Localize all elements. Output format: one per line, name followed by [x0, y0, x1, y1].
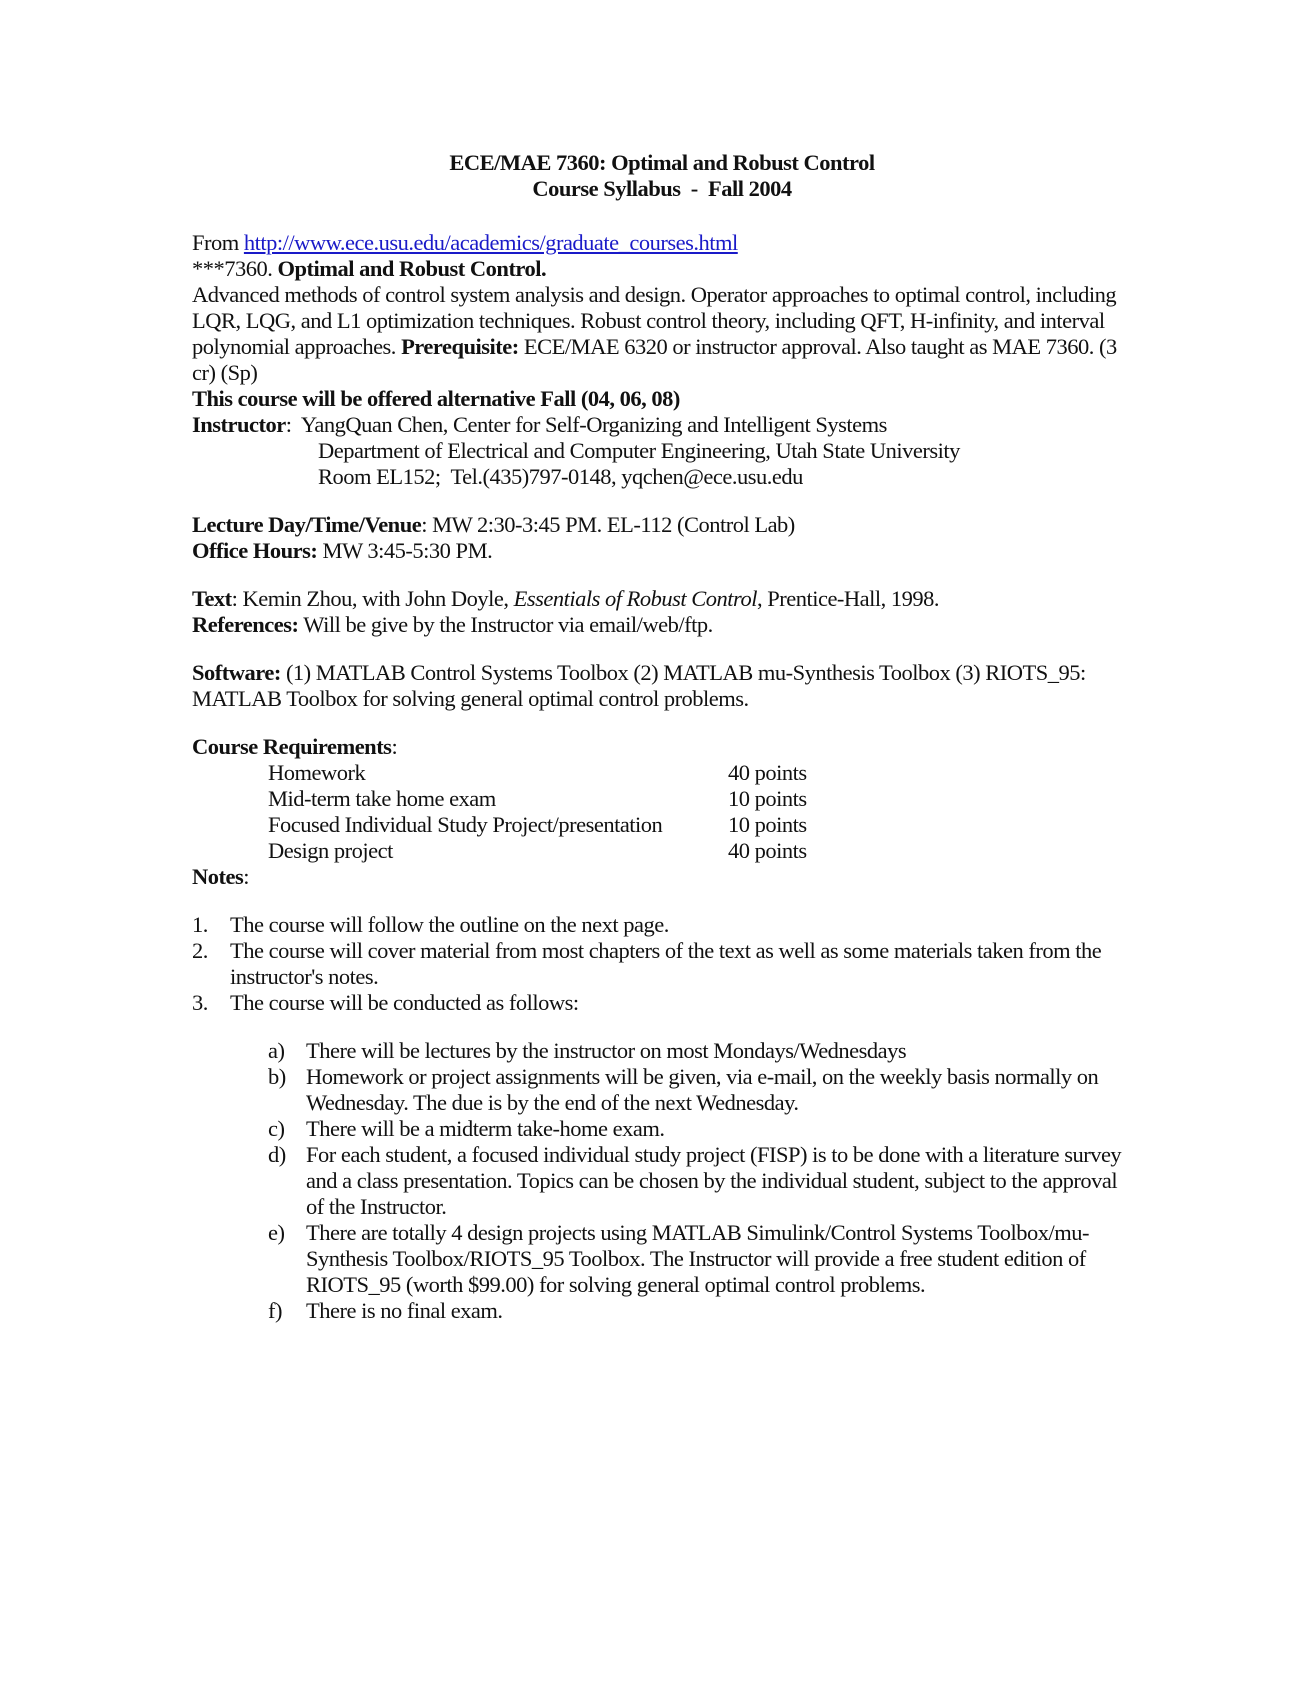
sub-item-text: There is no final exam. — [306, 1298, 503, 1323]
office-hours-text: MW 3:45-5:30 PM. — [322, 538, 493, 563]
notes-heading: Notes: — [192, 864, 249, 889]
list-item — [192, 1116, 1132, 1142]
instructor-line-1: YangQuan Chen, Center for Self-Organizing and Intelligent Systems — [300, 412, 887, 437]
note-text: The course will be conducted as follows: — [230, 990, 579, 1015]
instructor-line: Instructor: YangQuan Chen, Center for Self-Organizing and Intelligent Systems — [192, 412, 887, 437]
lecture-line — [192, 512, 1132, 538]
requirements-heading: Course Requirements: — [192, 734, 398, 759]
description-text: Advanced methods of control system analysis and design. Operator approaches to optimal control, including LQR, LQG, and L1 optimization techniques. Robust control theory, including QFT, H-infinity, and interval polynomial approaches. — [192, 282, 1117, 359]
list-item — [192, 938, 1132, 990]
note-number: 1. — [192, 912, 208, 937]
from-label: From — [192, 230, 239, 255]
references-label: References: — [192, 612, 299, 637]
references-text: Will be give by the Instructor via email/web/ftp. — [303, 612, 713, 637]
sub-item-text: For each student, a focused individual study project (FISP) is to be done with a literature survey and a class presentation. Topics can be chosen by the individual student, subject to the approval of the Instructor. — [306, 1142, 1122, 1219]
conduct-list — [192, 1038, 1132, 1324]
requirement-name: Homework — [268, 760, 366, 785]
table-row — [268, 786, 807, 812]
list-item — [192, 912, 1132, 938]
list-item — [192, 1142, 1132, 1220]
software-text: (1) MATLAB Control Systems Toolbox (2) MATLAB mu-Synthesis Toolbox (3) RIOTS_95: MATLAB Toolbox for solving general optimal control problems. — [192, 660, 1086, 711]
instructor-line-2: Department of Electrical and Computer Engineering, Utah State University — [318, 438, 960, 463]
list-item — [192, 1298, 1132, 1324]
sub-item-letter: b) — [268, 1064, 286, 1089]
instructor-line-3: Room EL152; Tel.(435)797-0148, yqchen@ece.usu.edu — [318, 464, 803, 489]
requirement-name: Focused Individual Study Project/presentation — [268, 812, 663, 837]
page-subtitle: Course Syllabus - Fall 2004 — [532, 176, 792, 201]
text-post: , Prentice-Hall, 1998. — [756, 586, 940, 611]
requirement-name: Mid-term take home exam — [268, 786, 496, 811]
catalog-link[interactable]: http://www.ece.usu.edu/academics/graduate_courses.html — [243, 230, 738, 255]
list-item — [192, 1064, 1132, 1116]
sub-item-letter: e) — [268, 1220, 285, 1245]
requirements-table — [268, 760, 807, 864]
references-line — [192, 612, 1132, 638]
sub-item-text: There will be lectures by the instructor on most Mondays/Wednesdays — [306, 1038, 907, 1063]
list-item — [192, 990, 1132, 1016]
text-book-title: Essentials of Robust Control — [513, 586, 757, 611]
office-hours-line — [192, 538, 1132, 564]
note-text: The course will cover material from most chapters of the text as well as some materials taken from the instructor's notes. — [230, 938, 1102, 989]
note-text: The course will follow the outline on the next page. — [230, 912, 669, 937]
requirement-points: 40 points — [728, 838, 807, 863]
requirement-name: Design project — [268, 838, 393, 863]
requirements-label: Course Requirements — [192, 734, 392, 759]
table-row — [268, 812, 807, 838]
office-hours-label: Office Hours: — [192, 538, 318, 563]
list-item — [192, 1038, 1132, 1064]
sub-item-text: Homework or project assignments will be given, via e-mail, on the weekly basis normally on Wednesday. The due is by the end of the next Wednesday. — [306, 1064, 1099, 1115]
notes-list — [192, 912, 1132, 1016]
catalog-description — [192, 282, 1132, 386]
instructor-label: Instructor — [192, 412, 286, 437]
sub-item-text: There will be a midterm take-home exam. — [306, 1116, 665, 1141]
requirement-points: 10 points — [728, 786, 807, 811]
table-row — [268, 838, 807, 864]
requirement-points: 40 points — [728, 760, 807, 785]
course-name: Optimal and Robust Control. — [277, 256, 547, 281]
sub-item-letter: f) — [268, 1298, 282, 1323]
lecture-label: Lecture Day/Time/Venue — [192, 512, 422, 537]
software-label: Software: — [192, 660, 281, 685]
page-title: ECE/MAE 7360: Optimal and Robust Control — [449, 150, 875, 175]
course-code: ***7360. — [192, 256, 273, 281]
prereq-text: ECE/MAE 6320 or instructor approval. Also taught as MAE 7360. (3 cr) (Sp) — [192, 334, 1117, 385]
list-item — [192, 1220, 1132, 1298]
notes-label: Notes — [192, 864, 244, 889]
prereq-label: Prerequisite: — [401, 334, 519, 359]
catalog-source — [192, 230, 1132, 256]
sub-item-letter: d) — [268, 1142, 286, 1167]
sub-item-letter: a) — [268, 1038, 285, 1063]
table-row — [268, 760, 807, 786]
text-line — [192, 586, 1132, 612]
sub-item-letter: c) — [268, 1116, 285, 1141]
catalog-heading — [192, 256, 1132, 282]
software-line — [192, 660, 1132, 712]
lecture-text: : MW 2:30-3:45 PM. EL-112 (Control Lab) — [421, 512, 795, 537]
syllabus-page — [192, 150, 1132, 1324]
offered-note: This course will be offered alternative Fall (04, 06, 08) — [192, 386, 680, 411]
note-number: 3. — [192, 990, 208, 1015]
text-label: Text — [192, 586, 232, 611]
sub-item-text: There are totally 4 design projects using MATLAB Simulink/Control Systems Toolbox/mu-Synthesis Toolbox/RIOTS_95 Toolbox. The Instructor will provide a free student edition of RIOTS_95 (worth $99.00) for solving general optimal control problems. — [306, 1220, 1089, 1297]
note-number: 2. — [192, 938, 208, 963]
text-pre: : Kemin Zhou, with John Doyle, — [231, 586, 514, 611]
requirement-points: 10 points — [728, 812, 807, 837]
